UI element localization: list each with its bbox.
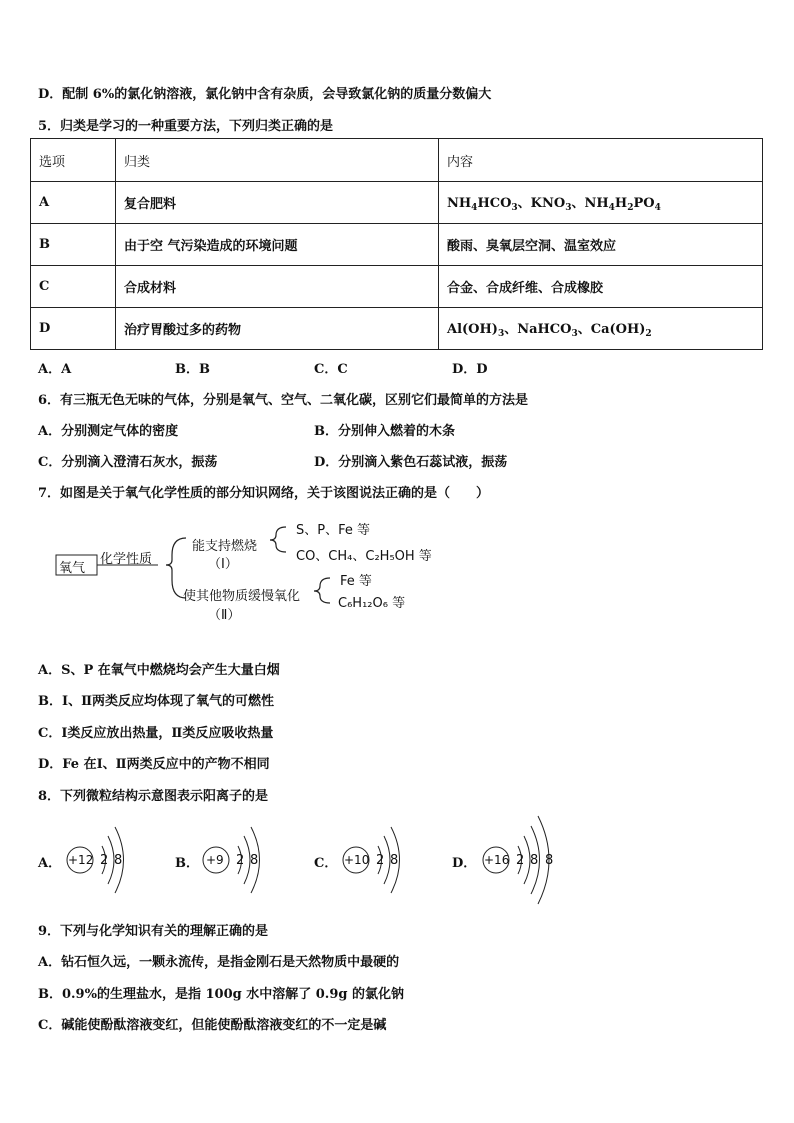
diagram-connectors <box>0 510 794 630</box>
row-content: $Al(OH)_3$、NaHCO$_3$、$Ca(OH)_2$ <box>439 308 763 350</box>
table-row <box>31 266 763 308</box>
diagram-type-one: （Ⅰ） <box>208 557 238 572</box>
atom-d-nucleus: +16 <box>484 853 510 867</box>
q9-option-b: B．0.9%的生理盐水，是指 100g 水中溶解了 0.9g 的氯化钠 <box>38 987 404 1002</box>
diagram-slow-item-1: Fe 等 <box>340 574 372 589</box>
row-content: 酸雨、臭氧层空洞、温室效应 <box>439 224 763 266</box>
q6-stem: 6．有三瓶无色无味的气体，分别是氧气、空气、二氧化碳，区别它们最简单的方法是 <box>38 393 529 408</box>
atom-d-label: D． <box>452 856 477 871</box>
row-option: B <box>31 224 116 266</box>
q8-stem: 8．下列微粒结构示意图表示阳离子的是 <box>38 789 269 804</box>
row-option: C <box>31 266 116 308</box>
q7-stem: 7．如图是关于氧气化学性质的部分知识网络，关于该图说法正确的是（ ） <box>38 486 490 501</box>
atom-b-shell-1: 2 <box>236 853 245 868</box>
q6-option-a: A．分别测定气体的密度 <box>38 424 179 439</box>
q5-stem: 5．归类是学习的一种重要方法，下列归类正确的是 <box>38 119 334 134</box>
atom-a-shell-2: 8 <box>114 853 123 868</box>
q7-option-a: A．S、P 在氧气中燃烧均会产生大量白烟 <box>38 663 280 678</box>
q5-answer-d: D．D <box>452 362 488 377</box>
q5-answer-c: C．C <box>314 362 348 377</box>
diagram-type-two: （Ⅱ） <box>208 608 241 623</box>
q7-option-b: B．Ⅰ、Ⅱ两类反应均体现了氧气的可燃性 <box>38 694 275 709</box>
q6-option-b: B．分别伸入燃着的木条 <box>314 424 455 439</box>
q6-option-c: C．分别滴入澄清石灰水，振荡 <box>38 455 218 470</box>
diagram-support-item-2: CO、CH₄、C₂H₅OH 等 <box>296 549 432 564</box>
atom-b-label: B． <box>175 856 199 871</box>
diagram-support-combustion: 能支持燃烧 <box>192 539 258 554</box>
table-row <box>31 224 763 266</box>
q9-option-c: C．碱能使酚酞溶液变红，但能使酚酞溶液变红的不一定是碱 <box>38 1018 387 1033</box>
q9-option-a: A．钻石恒久远，一颗永流传，是指金刚石是天然物质中最硬的 <box>38 955 400 970</box>
atom-c-shell-1: 2 <box>376 853 385 868</box>
atom-a-shell-1: 2 <box>100 853 109 868</box>
atom-a-nucleus: +12 <box>68 853 94 867</box>
row-category: 复合肥料 <box>116 182 439 224</box>
diagram-slow-oxidation: 使其他物质缓慢氧化 <box>183 589 301 604</box>
atom-b-shell-2: 8 <box>250 853 259 868</box>
header-category: 归类 <box>116 139 439 182</box>
atom-b-nucleus: +9 <box>206 853 224 867</box>
q5-answer-b: B．B <box>175 362 210 377</box>
q4-option-d: D．配制 6%的氯化钠溶液，氯化钠中含有杂质，会导致氯化钠的质量分数偏大 <box>38 87 492 102</box>
q5-answer-a: A．A <box>38 362 72 377</box>
atom-c-label: C． <box>314 856 338 871</box>
atom-d-shell-3: 8 <box>545 853 554 868</box>
q7-option-c: C．Ⅰ类反应放出热量，Ⅱ类反应吸收热量 <box>38 726 274 741</box>
diagram-slow-item-2: C₆H₁₂O₆ 等 <box>338 596 406 611</box>
row-category: 由于空 气污染造成的环境问题 <box>116 224 439 266</box>
diagram-chemical-properties: 化学性质 <box>100 552 153 567</box>
q9-stem: 9．下列与化学知识有关的理解正确的是 <box>38 924 269 939</box>
row-option: D <box>31 308 116 350</box>
classification-table <box>30 138 763 350</box>
q7-option-d: D．Fe 在Ⅰ、Ⅱ两类反应中的产物不相同 <box>38 757 270 772</box>
atom-d-shell-1: 2 <box>516 853 525 868</box>
q6-option-d: D．分别滴入紫色石蕊试液，振荡 <box>314 455 508 470</box>
atom-c-shell-2: 8 <box>390 853 399 868</box>
atom-a-label: A． <box>38 856 62 871</box>
table-header-row <box>31 139 763 182</box>
diagram-root-oxygen: 氧气 <box>59 561 86 576</box>
diagram-support-item-1: S、P、Fe 等 <box>296 523 370 538</box>
atom-d-shell-2: 8 <box>530 853 539 868</box>
header-content: 内容 <box>439 139 763 182</box>
slow-brace <box>314 578 330 603</box>
row-content: 合金、合成纤维、合成橡胶 <box>439 266 763 308</box>
row-content: $NH_4HCO_3$、$KNO_3$、$NH_4H_2PO_4$ <box>439 182 763 224</box>
row-option: A <box>31 182 116 224</box>
row-category: 合成材料 <box>116 266 439 308</box>
atom-c-nucleus: +10 <box>344 853 370 867</box>
table-row <box>31 182 763 224</box>
row-category: 治疗胃酸过多的药物 <box>116 308 439 350</box>
support-brace <box>270 527 286 552</box>
table-row <box>31 308 763 350</box>
header-option: 选项 <box>31 139 116 182</box>
